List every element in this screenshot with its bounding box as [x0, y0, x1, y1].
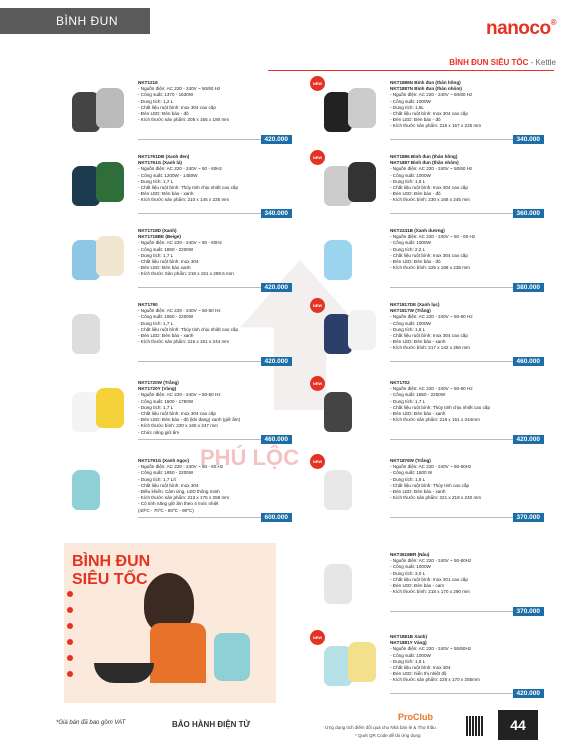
warranty-label: BẢO HÀNH ĐIỆN TỬ [172, 720, 251, 729]
product-name: NKT1720W (Trắng) [138, 380, 179, 385]
spec-line: - Chất liệu ruột bình: Inox 304 [138, 259, 199, 265]
spec-line: - Dung tích: 1,7 L [138, 320, 174, 326]
spec-line: - Đèn LED: Đèn báo - cam [390, 583, 445, 589]
product-specs [138, 302, 288, 345]
proclub-logo: ProClub [398, 712, 433, 722]
product-image [316, 460, 386, 518]
feature-icon [67, 655, 73, 661]
spec-line: - Chất liệu ruột bình: Inox 304 cao cấp [390, 333, 468, 339]
product-specs [390, 380, 540, 423]
spec-line: - Kích thước sản phẩm: 228 x 170 x 255mm [390, 677, 480, 683]
spec-line: - Đèn LED: Đèn báo - đỏ (khi đang) xanh (giữ ấm) [138, 417, 241, 423]
feature-icon [67, 607, 73, 613]
spec-line: - Công suất: 1500 - 1780W [138, 398, 194, 404]
kettle-shape [96, 388, 124, 428]
product-image [64, 460, 134, 518]
product-name: NKT1817W (Trắng) [390, 308, 431, 314]
product-card [312, 456, 544, 524]
spec-line: - Đèn LED: hiển thị nhiệt độ [390, 671, 447, 677]
kettle-shape [348, 642, 376, 682]
product-card [64, 152, 292, 220]
product-name: NKT1702 [390, 380, 410, 385]
spec-line: (40ºC - 70ºC - 80ºC - 90ºC) [138, 507, 194, 513]
spec-line: - Dung tích: 1,8L [390, 104, 424, 110]
price-tag: 420.000 [513, 689, 545, 698]
product-name: NKT1817DE (Xanh lục) [390, 302, 440, 307]
spec-line: - Nguồn điện: AC 220 - 240V ~ 50-60Hz [390, 558, 472, 564]
spec-line: - Kích thước bình: 217 x 142 x 256 mm [390, 345, 470, 351]
spec-line: - Điều khiển: Cảm ứng, LED thông minh [138, 489, 220, 495]
spec-line: - Chất liệu ruột bình: Thủy tinh chịu nhiệt cao cấp [390, 404, 491, 410]
product-image [316, 636, 386, 694]
product-name: NKT1886N Bình đun (thân hồng) [390, 80, 461, 85]
spec-line: - Dung tích: 1,8 L [390, 658, 426, 664]
kettle-shape [96, 162, 124, 202]
price-tag: 380.000 [513, 283, 545, 292]
product-name: NKT1718BE (Beige) [138, 234, 181, 240]
product-name: NKT1887N Bình đun (thân nhôm) [390, 86, 462, 92]
new-badge: NEW [310, 376, 325, 391]
spec-line: - Nguồn điện: AC 220 - 240V ~ 50 - 60 Hz [390, 234, 476, 240]
product-image [64, 230, 134, 288]
spec-line: - Công suất: 1850 - 2200W [390, 392, 446, 398]
price-tag: 370.000 [513, 513, 545, 522]
spec-line: - Dung tích: 3,0 L [390, 570, 426, 576]
product-specs [390, 458, 540, 501]
subtitle-underline [268, 70, 554, 71]
product-card [64, 378, 292, 446]
new-badge: NEW [310, 298, 325, 313]
new-badge: NEW [310, 150, 325, 165]
spec-line: - Công suất: 1500 W [390, 470, 433, 476]
promo-banner [64, 543, 276, 703]
kettle-shape [324, 564, 352, 604]
spec-line: - Chất liệu ruột bình: Inox 304 cao cấp [138, 104, 216, 110]
spec-line: - Có tính năng giữ ấm theo 4 mức nhiệt [138, 501, 219, 507]
product-name: NKT1790 [138, 302, 158, 307]
product-image [316, 82, 386, 140]
kettle-shape [96, 236, 124, 276]
spec-line: - Kích thước bình: 230 x 168 x 245 mm [390, 197, 470, 203]
promo-title: BÌNH ĐUN SIÊU TỐC [72, 553, 151, 588]
spec-line: - Đèn LED: Đèn báo - xanh [390, 411, 446, 417]
new-badge: NEW [310, 630, 325, 645]
new-badge: NEW [310, 454, 325, 469]
spec-line: - Đèn LED: Đèn báo - xanh [138, 333, 194, 339]
product-specs [138, 380, 288, 436]
proclub-qr-hint: * Quét QR Code để tải ứng dụng [355, 733, 421, 738]
spec-line: - Công suất: 1850 - 2200W [138, 246, 194, 252]
new-badge: NEW [310, 76, 325, 91]
product-name: NKT2241B (Xanh dương) [390, 228, 445, 233]
product-card [312, 78, 544, 146]
spec-line: - Chất liệu ruột bình: Inox 304 cao cấp [390, 111, 468, 117]
spec-line: - Đèn LED: Đèn báo - đỏ [138, 111, 189, 117]
spec-line: - Dung tích: 1,7 L [138, 252, 174, 258]
spec-line: - Chất liệu ruột bình: Inox 304 cao cấp [390, 252, 468, 258]
category-subtitle: BÌNH ĐUN SIÊU TỐC - Kettle [449, 58, 556, 67]
price-tag: 600.000 [261, 513, 293, 522]
spec-line: - Đèn LED: Đèn báo - xanh [138, 191, 194, 197]
kettle-shape [348, 162, 376, 202]
product-specs [390, 154, 540, 204]
spec-line: - Đèn LED: Đèn báo - xanh [390, 339, 446, 345]
feature-icon [67, 671, 73, 677]
spec-line: - Công suất: 1000W [390, 98, 431, 104]
spec-line: - Đèn LED: Đèn báo - đỏ [390, 191, 441, 197]
product-image [316, 230, 386, 288]
promo-pan [94, 663, 154, 683]
price-tag: 460.000 [513, 357, 545, 366]
product-name: NKT3618BR (Nâu) [390, 552, 430, 557]
product-image [316, 554, 386, 612]
product-name: NKT1720Y (Vàng) [138, 386, 177, 392]
product-card [312, 378, 544, 446]
kettle-shape [324, 392, 352, 432]
spec-line: - Dung tích: 1,7 L [138, 404, 174, 410]
product-card [316, 550, 544, 618]
price-tag: 340.000 [261, 209, 293, 218]
product-specs [390, 634, 540, 684]
product-card [64, 226, 292, 294]
spec-line: - Nguồn điện: AC 220 - 240V ~ 50 - 60Hz [138, 240, 222, 246]
spec-line: - Dung tích: 1,8 L [390, 326, 426, 332]
spec-line: - Kích thước Sản phẩm: 218 x 151 x 259.5 mm [138, 271, 234, 277]
spec-line: - Kích thước bình: 225 x 168 x 238 mm [390, 265, 470, 271]
spec-line: - Dung tích: 1,2 L [138, 98, 174, 104]
spec-line: - Đèn LED: Đèn báo - đỏ [390, 259, 441, 265]
price-tag: 360.000 [513, 209, 545, 218]
price-tag: 420.000 [513, 435, 545, 444]
spec-line: - Công suất: 1000W [390, 172, 431, 178]
spec-line: - Công suất: 1000W [390, 240, 431, 246]
product-name: NKT1887 Bình đun (thân nhôm) [390, 160, 459, 166]
feature-icon [67, 639, 73, 645]
spec-line: - Kích thước sản phẩm: 210 x 145 x 225 mm [138, 197, 230, 203]
price-tag: 420.000 [261, 135, 293, 144]
product-card [312, 632, 544, 700]
spec-line: - Chất liệu ruột bình: Inox 304 [390, 665, 451, 671]
spec-line: - Đèn LED: Đèn báo - xanh [390, 489, 446, 495]
spec-line: - Công suất: 1000W [390, 320, 431, 326]
spec-line: - Công suất: 1000W [390, 652, 431, 658]
price-tag: 420.000 [261, 357, 293, 366]
kettle-shape [348, 310, 376, 350]
spec-line: - Dung tích: 1,7 L [138, 178, 174, 184]
qr-code[interactable] [466, 716, 484, 736]
spec-line: - Dung tích: 1,7 L [390, 398, 426, 404]
spec-line: - Chất liệu ruột bình: Inox 304 [138, 482, 199, 488]
spec-line: - Dung tích: 1,8 L [390, 178, 426, 184]
spec-line: - Kích thước sản phẩm: 213 x 175 x 258 mm [138, 495, 230, 501]
kettle-shape [72, 470, 100, 510]
kettle-shape [324, 240, 352, 280]
spec-line: - Chất liệu ruột bình: Thủy tinh cao cấp [390, 482, 470, 488]
spec-line: - Nguồn điện: AC 220 - 240V ~ 50-60 Hz [138, 392, 221, 398]
spec-line: - Chất liệu ruột bình: Thủy tinh chịu nhiệt cao cấp [138, 326, 239, 332]
chef-apron [150, 623, 206, 683]
product-specs [390, 80, 540, 130]
spec-line: - Kích thước sản phẩm: 216 x 151 x 244 mm [138, 339, 230, 345]
spec-line: - Dung tích: 1,7 Lít [138, 476, 176, 482]
product-specs [138, 154, 288, 204]
vat-note: *Giá bán đã bao gồm VAT [56, 720, 126, 726]
product-image [316, 382, 386, 440]
product-image [316, 304, 386, 362]
spec-line: - Dung tích: 1,8 L [390, 476, 426, 482]
price-tag: 340.000 [513, 135, 545, 144]
spec-line: - Kích thước sản phẩm: 221 x 218 x 240 mm [390, 495, 482, 501]
spec-line: - Nguồn điện: AC 220 - 240V ~ 50/60 Hz [390, 92, 473, 98]
product-name: NKT1791G (Xanh ngọc) [138, 458, 190, 463]
product-card [64, 78, 292, 146]
kettle-shape [72, 314, 100, 354]
spec-line: - Kích thước bình: 218 x 170 x 290 mm [390, 589, 470, 595]
spec-line: - Kích thước sản phẩm: 216 x 157 x 225 mm [390, 123, 482, 129]
product-specs [138, 458, 288, 514]
product-specs [390, 302, 540, 352]
spec-line: - Đèn LED: Đèn báo - đỏ [390, 117, 441, 123]
proclub-desc: Ứng dụng tích điểm đổi quà cho Nhà bán lẻ & Thợ thầu [325, 725, 436, 730]
spec-line: - Công suất: 1000W [390, 564, 431, 570]
spec-line: - Nguồn điện: AC 220 - 240V ~ 50 - 60Hz [138, 166, 222, 172]
product-name: NKT1761DB (Xanh đen) [138, 154, 190, 159]
product-name: NKT1718D (Xanh) [138, 228, 177, 233]
product-image [316, 156, 386, 214]
feature-icon [67, 591, 73, 597]
spec-line: - Nguồn điện: AC 220 - 240V ~ 50-60Hz [390, 464, 472, 470]
product-card [312, 152, 544, 220]
product-specs [390, 552, 540, 595]
price-tag: 420.000 [261, 283, 293, 292]
section-title: BÌNH ĐUN SIÊU TỐC [0, 8, 150, 34]
spec-line: - Nguồn điện: AC 220 - 240V ~ 50/60Hz [390, 646, 472, 652]
spec-line: - Chất liệu ruột bình: Inox 304 cao cấp [390, 185, 468, 191]
spec-line: - Nguồn điện: AC 220 - 240V ~ 50 - 60 Hz [138, 464, 224, 470]
spec-line: - Nguồn điện: AC 220 - 240V ~ 50/60 Hz [390, 166, 473, 172]
product-name: NKT1886 Bình đun (thân hồng) [390, 154, 458, 159]
spec-line: - Nguồn điện: AC 220 - 240V ~ 50-60 Hz [390, 314, 473, 320]
product-specs [138, 80, 288, 123]
product-specs [390, 228, 540, 271]
spec-line: - Nguồn điện: AC 220 - 240V ~ 50-60 Hz [138, 308, 221, 314]
spec-line: - Chức năng giữ ấm [138, 429, 180, 435]
product-card [64, 300, 292, 368]
product-image [64, 156, 134, 214]
promo-kettle [214, 633, 250, 681]
page-number: 44 [498, 710, 538, 740]
product-card [64, 456, 292, 524]
spec-line: - Kích thước sản phẩm: 205 x 165 x 180 mm [138, 117, 230, 123]
product-name: NKT1881Y Vàng) [390, 640, 427, 646]
product-image [64, 82, 134, 140]
product-image [64, 304, 134, 362]
spec-line: - Kích thước sản phẩm: 216 x 151 x 244mm [390, 417, 480, 423]
spec-line: - Công suất: 1370 - 1630W [138, 92, 194, 98]
spec-line: - Công suất: 1200W - 1450W [138, 172, 198, 178]
spec-line: - Dung tích: 2,2 L [390, 246, 426, 252]
kettle-shape [348, 88, 376, 128]
spec-line: - Chất liệu ruột bình: Thủy tinh chịu nhiệt cao cấp [138, 185, 239, 191]
price-tag: 370.000 [513, 607, 545, 616]
kettle-shape [96, 88, 124, 128]
product-image [64, 382, 134, 440]
brand-logo: nanoco® [486, 18, 556, 39]
watermark-text: PHÚ LỘC [200, 445, 299, 470]
spec-line: - Đèn LED: Đèn báo xanh [138, 265, 191, 271]
spec-line: - Nguồn điện: AC 220 - 240V ~ 50-60 Hz [390, 386, 473, 392]
spec-line: - Nguồn điện: AC 220 - 240V ~ 50/60 Hz [138, 86, 221, 92]
spec-line: - Công suất: 1850 - 2200W [138, 470, 194, 476]
product-card [312, 300, 544, 368]
spec-line: - Chất liệu ruột bình: Inox 201 cao cấp [390, 576, 468, 582]
product-specs [138, 228, 288, 278]
spec-line: - Kích thước bình: 220 x 160 x 247 mm [138, 423, 218, 429]
spec-line: - Chất liệu ruột bình: Inox 304 cao cấp [138, 411, 216, 417]
product-name: NKT1881B Xanh) [390, 634, 428, 639]
feature-icon [67, 623, 73, 629]
product-name: NKT1876W (Trắng) [390, 458, 431, 463]
product-card [316, 226, 544, 294]
price-tag: 460.000 [261, 435, 293, 444]
product-name: NKT1761G (Xanh lá) [138, 160, 182, 166]
spec-line: - Công suất: 1850 - 2200W [138, 314, 194, 320]
product-name: NKT1216 [138, 80, 158, 85]
kettle-shape [324, 470, 352, 510]
